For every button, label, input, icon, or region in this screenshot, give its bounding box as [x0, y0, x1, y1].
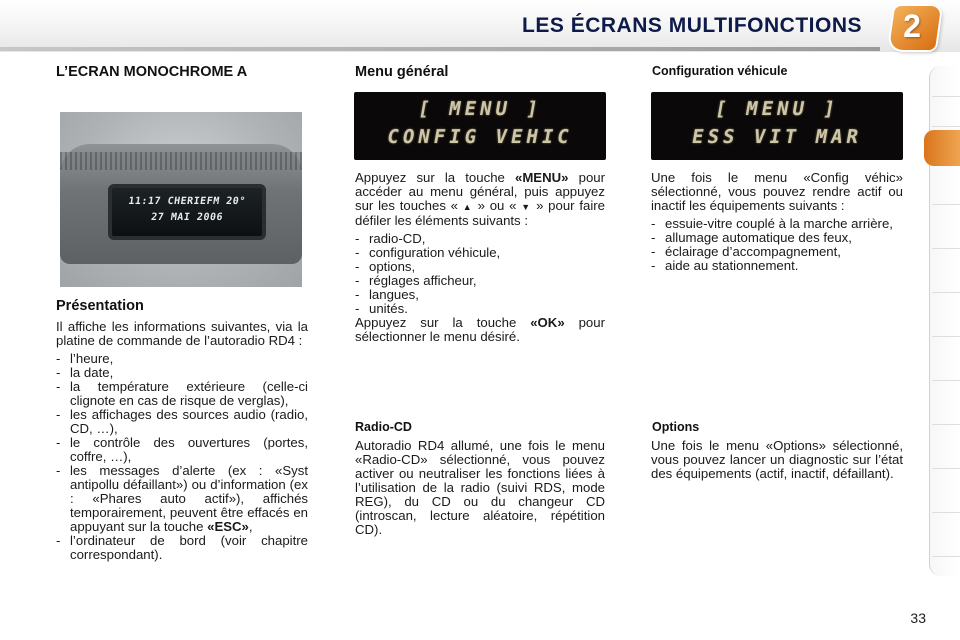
section-title-monochrome-screen: L’ECRAN MONOCHROME A	[56, 64, 248, 80]
list-item: - essuie-vitre couplé à la marche arrière,	[651, 217, 903, 231]
list-item: - le contrôle des ouvertures (portes, coffre, …),	[56, 436, 308, 464]
options-text: Une fois le menu «Options» sélectionné, vous pouvez lancer un diagnostic sur l’état des équipements (actif, inactif, défaillant).	[651, 438, 903, 481]
section-title-main-menu: Menu général	[355, 64, 449, 80]
page-header-title: LES ÉCRANS MULTIFONCTIONS	[522, 14, 862, 37]
vehicle-config-list	[651, 217, 903, 273]
list-item: - configuration véhicule,	[355, 246, 605, 260]
lcd-line-2: CONFIG VEHIC	[385, 126, 575, 148]
list-item: - réglages afficheur,	[355, 274, 605, 288]
chapter-tab-active[interactable]	[924, 130, 960, 166]
esc-key-label: «ESC»	[207, 519, 249, 534]
list-item-text: les messages d’alerte (ex : «Syst antipollu défaillant») ou d’information (ex : «Phares auto actif»), affichés temporairement, peuvent être effacés en appuyant sur la touche	[70, 463, 308, 534]
radio-cd-text: Autoradio RD4 allumé, une fois le menu «Radio-CD» sélectionné, vous pouvez activer ou neutraliser les fonctions liées à l’utilisation de la radio (suivi RDS, mode REG), du CD ou du changeur CD (introscan, lecture aléatoire, répétition CD).	[355, 438, 605, 537]
chapter-tab[interactable]	[932, 262, 960, 293]
chapter-tab[interactable]	[932, 526, 960, 557]
main-menu-list	[355, 232, 605, 316]
list-item: - les affichages des sources audio (radio, CD, …),	[56, 408, 308, 436]
chapter-tab-strip	[929, 66, 960, 576]
options-body	[651, 439, 903, 481]
list-item: - langues,	[355, 288, 605, 302]
page-number: 33	[910, 610, 926, 626]
config-lcd-display	[651, 92, 903, 160]
text-fragment: » pour faire défiler les éléments suivants :	[355, 198, 605, 228]
list-item: - l’ordinateur de bord (voir chapitre correspondant).	[56, 534, 308, 562]
list-item: - la date,	[56, 366, 308, 380]
lcd-line-1: [ MENU ]	[713, 98, 841, 120]
vehicle-config-intro: Une fois le menu «Config véhic» sélectionné, vous pouvez rendre actif ou inactif les équipements suivants :	[651, 170, 903, 213]
main-menu-body	[355, 171, 605, 344]
chapter-tab[interactable]	[932, 306, 960, 337]
presentation-heading: Présentation	[56, 298, 144, 314]
text-fragment: pour sélectionner le menu désiré.	[355, 315, 605, 344]
text-fragment: Appuyez sur la touche	[355, 315, 531, 330]
options-heading: Options	[652, 420, 700, 434]
chapter-tab[interactable]	[932, 438, 960, 469]
list-item: - allumage automatique des feux,	[651, 231, 903, 245]
chapter-tab[interactable]	[932, 350, 960, 381]
lcd-line-1: [ MENU ]	[416, 98, 544, 120]
list-item: - unités.	[355, 302, 605, 316]
text-fragment: Appuyez sur la touche	[355, 170, 515, 185]
list-item: - éclairage d’accompagnement,	[651, 245, 903, 259]
dashboard-photo	[60, 112, 302, 287]
chapter-tab[interactable]	[932, 482, 960, 513]
section-title-vehicle-config: Configuration véhicule	[652, 64, 788, 78]
list-item: - aide au stationnement.	[651, 259, 903, 273]
menu-lcd-display	[354, 92, 606, 160]
presentation-intro: Il affiche les informations suivantes, via la platine de commande de l’autoradio RD4 :	[56, 319, 308, 348]
main-menu-instructions	[355, 171, 605, 228]
display-line-2: 27 MAI 2006	[150, 212, 224, 223]
radio-cd-heading: Radio-CD	[355, 420, 412, 434]
menu-key-label: «MENU»	[514, 170, 569, 185]
header-rule	[0, 47, 880, 51]
chapter-tab[interactable]	[932, 96, 960, 127]
vehicle-config-body	[651, 171, 903, 273]
list-item	[56, 464, 308, 534]
page-header	[0, 0, 960, 52]
list-item: - l’heure,	[56, 352, 308, 366]
lcd-line-2: ESS VIT MAR	[690, 126, 864, 148]
chapter-tab[interactable]	[932, 66, 960, 97]
list-item-punct: ,	[248, 519, 253, 534]
arrow-down-icon: ▼	[521, 202, 532, 212]
chapter-tab[interactable]	[932, 174, 960, 205]
display-line-1: 11:17 CHERIEFM 20°	[127, 196, 247, 207]
ok-key-label: «OK»	[530, 315, 565, 330]
list-item: - radio-CD,	[355, 232, 605, 246]
radio-cd-body	[355, 439, 605, 537]
list-item: - options,	[355, 260, 605, 274]
presentation-list	[56, 352, 308, 562]
presentation-body	[56, 320, 308, 562]
monochrome-display	[108, 184, 266, 240]
chapter-tab[interactable]	[932, 394, 960, 425]
chapter-tab[interactable]	[932, 218, 960, 249]
list-item: - la température extérieure (celle-ci clignote en cas de risque de verglas),	[56, 380, 308, 408]
text-fragment: pour accéder au menu général, puis appuyez sur les touches «	[355, 170, 605, 213]
main-menu-confirm	[355, 316, 605, 344]
arrow-up-icon: ▲	[462, 202, 473, 212]
text-fragment: » ou «	[472, 198, 522, 213]
dashboard-vent	[60, 152, 302, 170]
chapter-number: 2	[903, 8, 921, 44]
